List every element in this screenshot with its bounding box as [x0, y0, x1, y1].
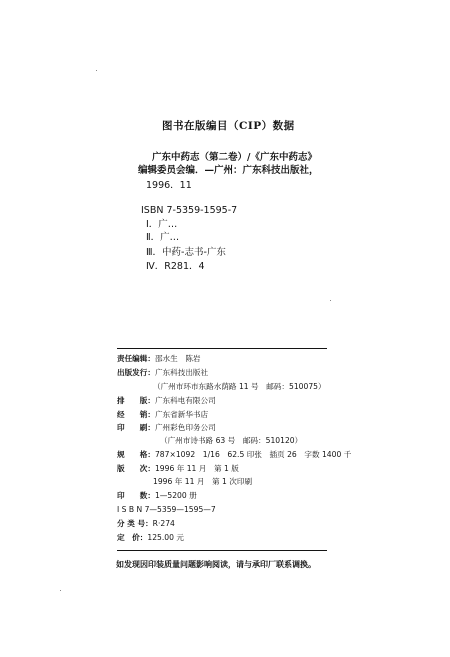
publisher-row: [117, 369, 208, 377]
class-label: 分 类 号：: [117, 519, 153, 528]
cip-title: 图书在版编目（CIP）数据: [162, 120, 295, 132]
edition-row: [117, 465, 239, 473]
scan-speck: [60, 590, 61, 591]
printer-address: （广州市诗书路 63 号 邮码：510120）: [160, 436, 303, 445]
cip-index-3: Ⅲ．中药-志书-广东: [146, 247, 226, 258]
quality-notice: 如发现因印装质量问题影响阅读，请与承印厂联系调换。: [116, 560, 316, 569]
cip-index-2: Ⅱ．广…: [146, 232, 180, 243]
cip-index-4: Ⅳ．R281．4: [146, 261, 205, 272]
typeset-label: 排 版：: [117, 396, 155, 405]
cip-line-1: 广东中药志（第二卷）/《广东中药志》: [152, 152, 317, 163]
imprint-top-rule: [117, 348, 327, 349]
distributor-row: [117, 411, 208, 419]
printer-row: [117, 424, 216, 432]
print-run-value: 1—5200 册: [154, 491, 197, 500]
cip-line-3: 1996．11: [146, 180, 192, 191]
editor-row: [117, 355, 201, 363]
class-row: [117, 520, 175, 528]
publisher-label: 出版发行：: [117, 368, 155, 377]
price-row: [117, 534, 184, 542]
printer-value: 广州彩色印务公司: [154, 423, 216, 432]
specs-value: 787×1092 1/16 62.5 印张 插页 26 字数 1400 千: [154, 450, 352, 459]
distributor-label: 经 销：: [117, 410, 155, 419]
editor-value: 邵水生 陈岩: [154, 354, 201, 363]
specs-row: [117, 451, 351, 459]
edition-label: 版 次：: [117, 464, 155, 473]
price-label: 定 价：: [117, 533, 148, 542]
imprint-bottom-rule: [117, 550, 327, 551]
class-value: R·274: [152, 519, 175, 528]
publisher-value: 广东科技出版社: [154, 368, 209, 377]
cip-isbn: ISBN 7-5359-1595-7: [141, 205, 238, 216]
cip-index-1: Ⅰ．广…: [146, 219, 178, 230]
scan-speck: [330, 300, 331, 301]
printing-value: 1996 年 11 月 第 1 次印刷: [153, 477, 253, 486]
cip-line-2: 编辑委员会编．—广州：广东科技出版社，: [138, 165, 319, 176]
print-run-row: [117, 492, 197, 500]
imprint-isbn: I S B N 7—5359—1595—7: [117, 505, 216, 514]
distributor-value: 广东省新华书店: [154, 410, 209, 419]
scan-speck: [96, 70, 97, 71]
specs-label: 规 格：: [117, 450, 155, 459]
typeset-value: 广东科电有限公司: [154, 396, 216, 405]
publisher-address: （广州市环市东路水荫路 11 号 邮码：510075）: [153, 382, 326, 391]
edition-value: 1996 年 11 月 第 1 版: [154, 464, 239, 473]
printer-label: 印 刷：: [117, 423, 155, 432]
price-value: 125.00 元: [147, 533, 184, 542]
editor-label: 责任编辑：: [117, 354, 155, 363]
typeset-row: [117, 397, 216, 405]
print-run-label: 印 数：: [117, 491, 155, 500]
